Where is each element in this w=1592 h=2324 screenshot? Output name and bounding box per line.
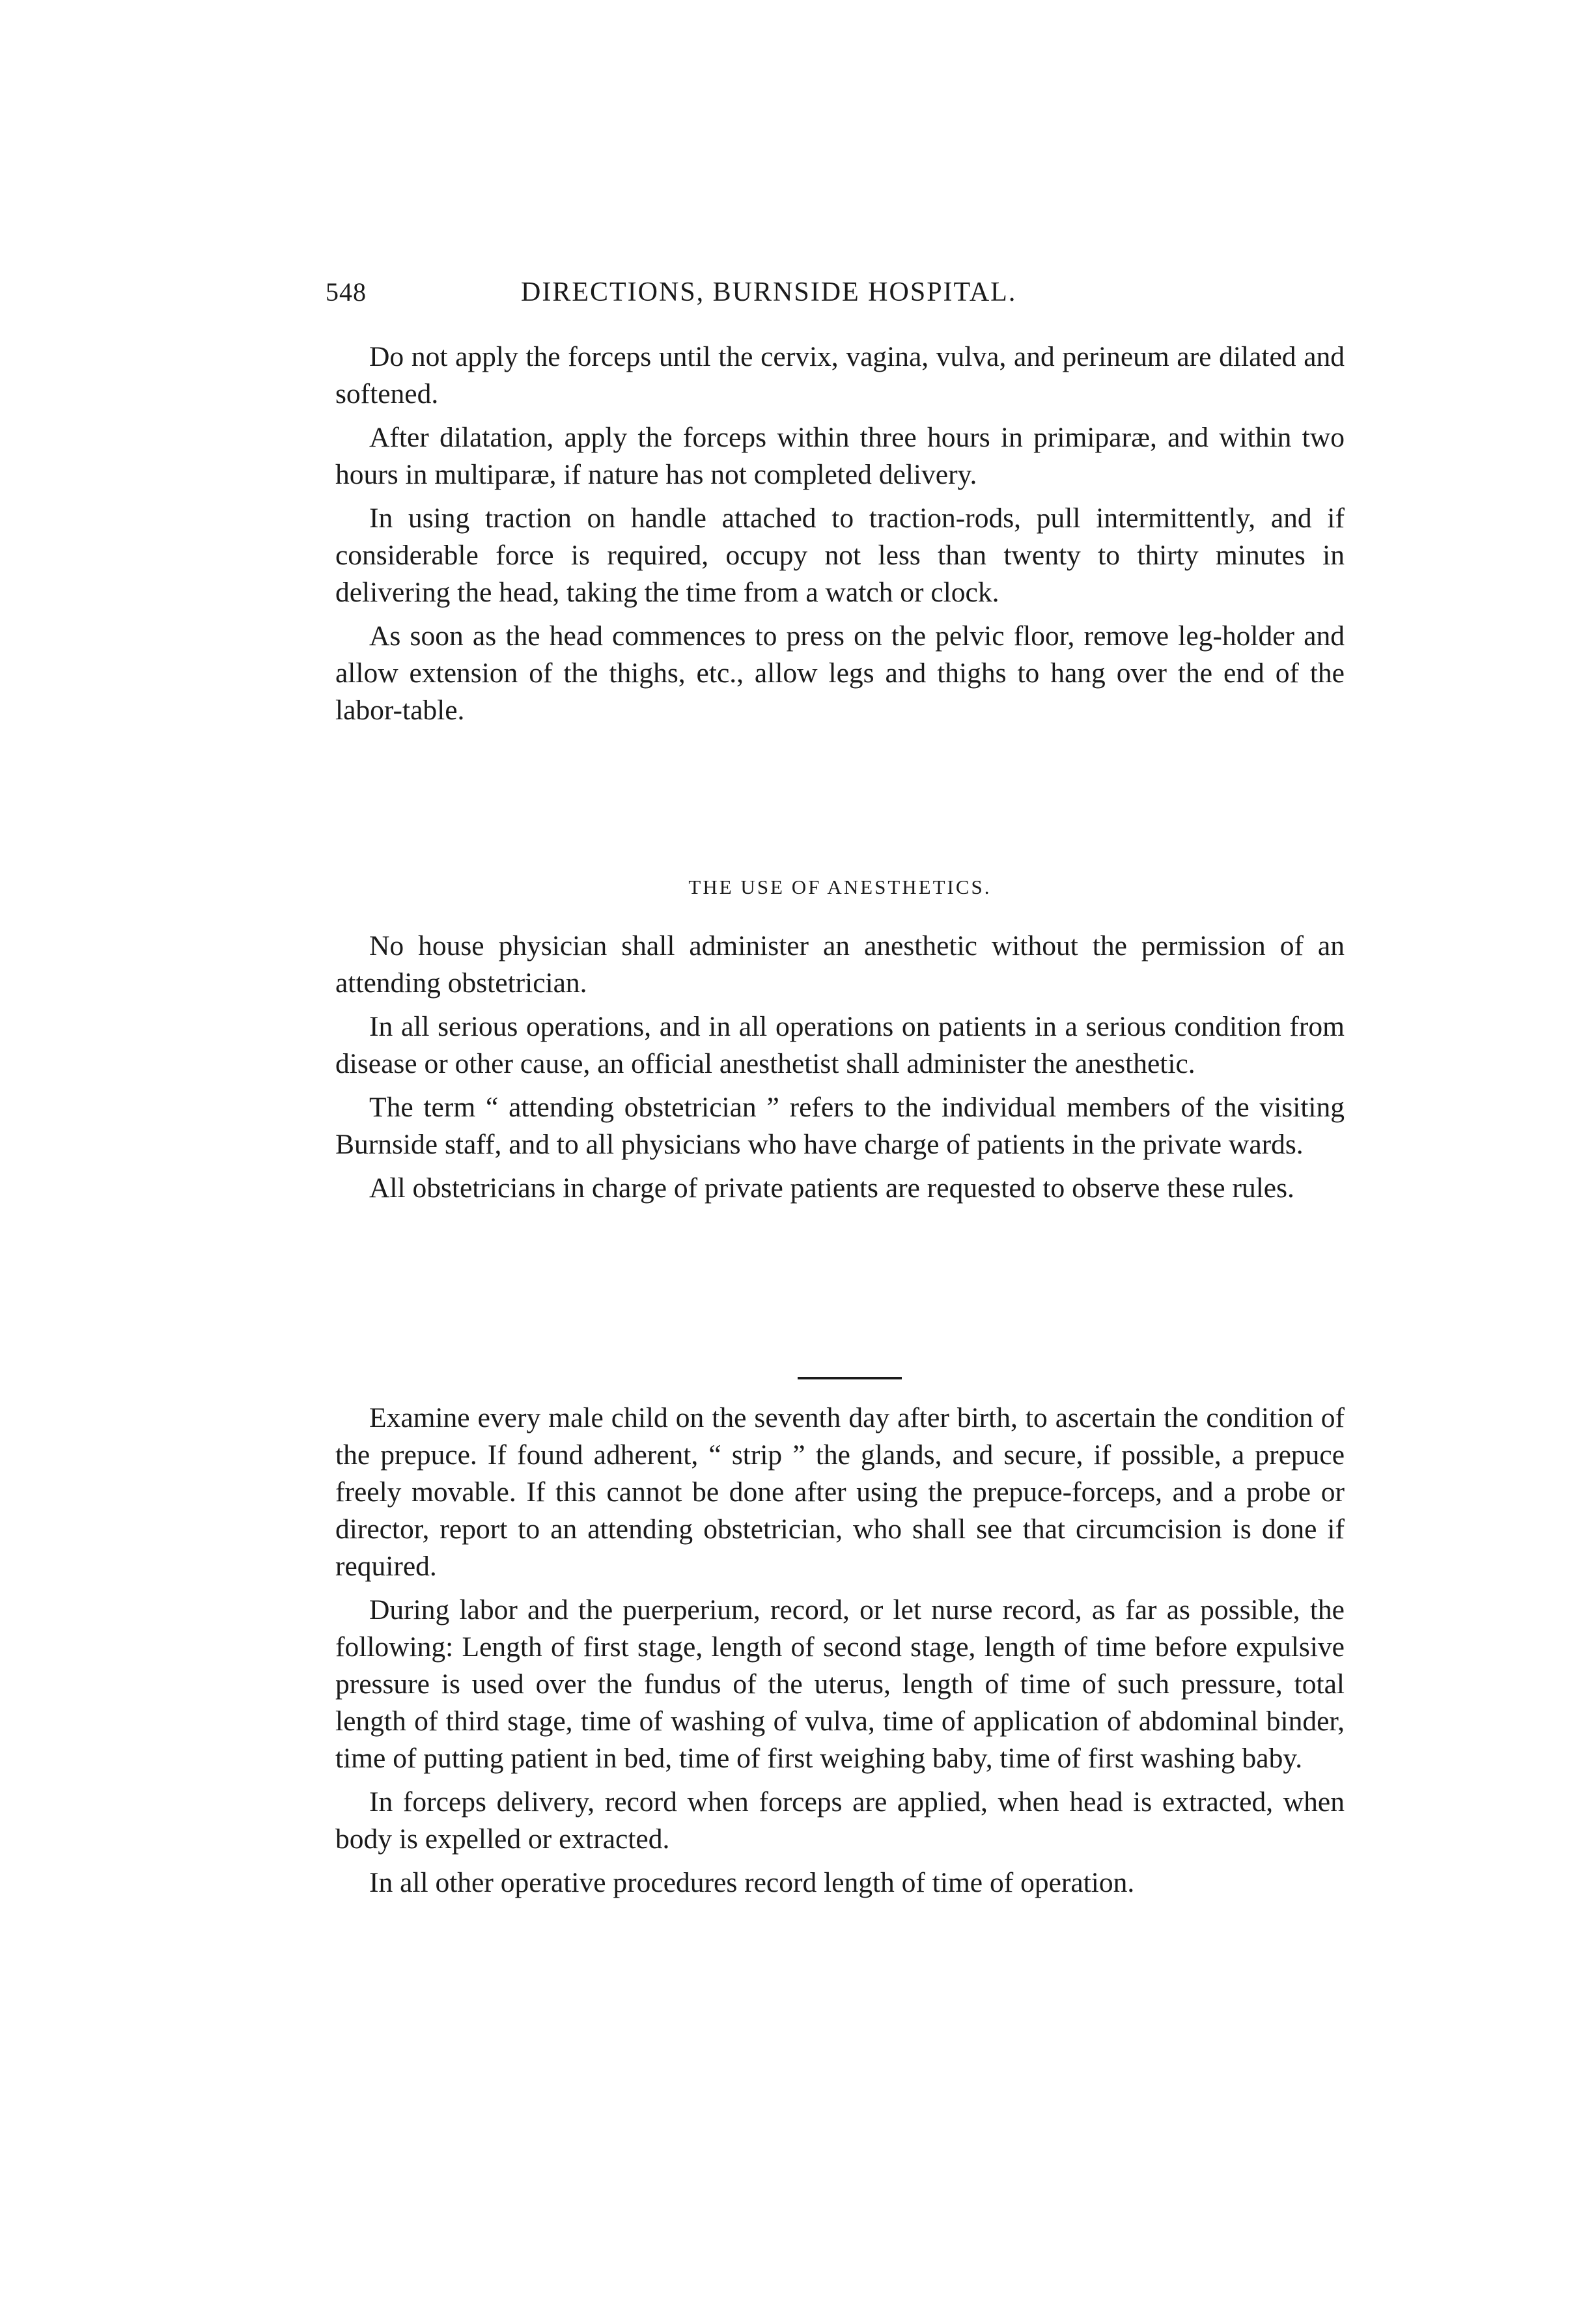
paragraph: In using traction on handle attached to traction-rods, pull intermittently, and if considerable force is required, occupy not less than twenty to thirty minutes in delivering the head, taking the time from a watch or clock. [335,503,1345,608]
running-head: DIRECTIONS, BURNSIDE HOSPITAL. [521,277,1017,307]
forceps-directions-section [335,339,1345,736]
paragraph: In all other operative procedures record length of time of operation. [369,1867,1135,1898]
paragraph: Do not apply the forceps until the cervix, vagina, vulva, and perineum are dilated and softened. [335,341,1345,409]
page-header [326,277,1198,316]
paragraph: The term “ attending obstetrician ” refers to the individual members of the visiting Burnside staff, and to all physicians who have charge of patients in the private wards. [335,1092,1345,1160]
paragraph: During labor and the puerperium, record, or let nurse record, as far as possible, the following: Length of first stage, length of second stage, length of time before expulsive pressure is used over the fundus of the uterus, length of time of such pressure, total length of third stage, time of washing of vulva, time of application of abdominal binder, time of putting patient in bed, time of first weighing baby, time of first washing baby. [335,1594,1345,1774]
paragraph: No house physician shall administer an anesthetic without the permission of an attending obstetrician. [335,930,1345,999]
paragraph: After dilatation, apply the forceps within three hours in primiparæ, and within two hours in multiparæ, if nature has not completed delivery. [335,422,1345,490]
records-section [335,1400,1345,1908]
section-divider [798,1377,902,1379]
paragraph: As soon as the head commences to press on the pelvic floor, remove leg-holder and allow extension of the thighs, etc., allow legs and thighs to hang over the end of the labor-table. [335,620,1345,726]
paragraph: In all serious operations, and in all operations on patients in a serious condition from disease or other cause, an official anesthetist shall administer the anesthetic. [335,1011,1345,1079]
page-number: 548 [326,277,367,307]
paragraph: All obstetricians in charge of private patients are requested to observe these rules. [369,1172,1294,1204]
section-heading: THE USE OF ANESTHETICS. [688,876,992,898]
paragraph: In forceps delivery, record when forceps are applied, when head is extracted, when body is expelled or extracted. [335,1786,1345,1855]
paragraph: Examine every male child on the seventh day after birth, to ascertain the condition of the prepuce. If found adherent, “ strip ” the glands, and secure, if possible, a prepuce freely movable. If this cannot be done after using the prepuce-forceps, and a probe or director, report to an attending obstetrician, who shall see that circumcision is done if required. [335,1402,1345,1582]
anesthetics-section [335,928,1345,1213]
